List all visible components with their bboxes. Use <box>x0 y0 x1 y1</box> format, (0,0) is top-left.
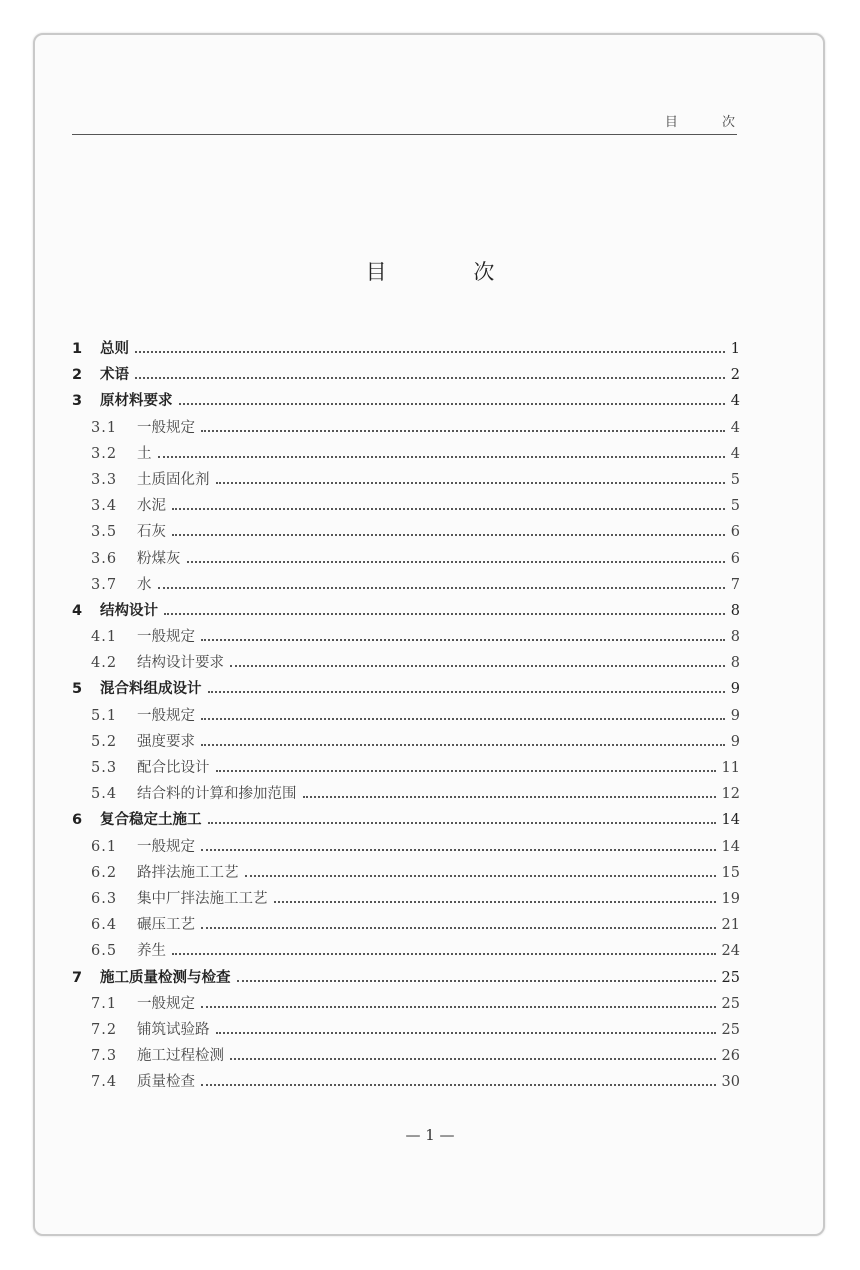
toc-section-row[interactable] <box>72 755 740 781</box>
toc-entry-label: 水泥 <box>137 498 166 515</box>
toc-entry-page: 24 <box>721 943 740 960</box>
toc-section-row[interactable] <box>72 467 740 493</box>
toc-chapter-row[interactable] <box>72 336 740 362</box>
toc-section-row[interactable] <box>72 834 740 860</box>
toc-entry-number: 7.3 <box>91 1048 118 1065</box>
toc-entry-label: 集中厂拌法施工工艺 <box>137 890 268 907</box>
toc-entry-label: 配合比设计 <box>137 760 210 776</box>
dot-leader <box>216 1031 716 1034</box>
toc-entry-number: 5 <box>72 681 83 698</box>
toc-entry-page: 25 <box>721 1021 740 1038</box>
toc-entry-label: 土质固化剂 <box>137 471 210 488</box>
toc-entry-number: 4.2 <box>91 655 118 672</box>
toc-entry-number: 5.1 <box>91 707 118 724</box>
toc-section-row[interactable] <box>72 912 740 938</box>
dot-leader <box>303 795 716 798</box>
dot-leader <box>237 979 716 982</box>
toc-section-row[interactable] <box>72 441 740 467</box>
toc-section-row[interactable] <box>72 519 740 545</box>
dot-leader <box>172 952 716 955</box>
toc-entry-page: 2 <box>730 367 740 384</box>
toc-entry-page: 5 <box>730 498 740 515</box>
toc-entry-page: 7 <box>730 576 740 593</box>
dot-leader <box>172 533 725 536</box>
dot-leader <box>158 586 725 589</box>
toc-section-row[interactable] <box>72 991 740 1017</box>
dot-leader <box>201 717 725 720</box>
dot-leader <box>158 455 725 458</box>
dot-leader <box>179 402 725 405</box>
toc-entry-label: 施工过程检测 <box>137 1048 224 1065</box>
toc-section-row[interactable] <box>72 781 740 807</box>
toc-entry-label: 水 <box>137 576 152 593</box>
toc-entry-number: 1 <box>72 341 83 357</box>
toc-section-row[interactable] <box>72 493 740 519</box>
toc-entry-page: 15 <box>721 864 740 881</box>
toc-entry-page: 4 <box>730 419 740 436</box>
dot-leader <box>201 1005 716 1008</box>
toc-entry-number: 6.1 <box>91 838 118 855</box>
toc-entry-label: 结构设计要求 <box>137 655 224 672</box>
dot-leader <box>201 848 716 851</box>
toc-entry-label: 土 <box>137 445 152 462</box>
toc-entry-page: 12 <box>721 786 740 803</box>
toc-entry-page: 9 <box>730 681 740 698</box>
dot-leader <box>201 1083 716 1086</box>
toc-entry-label: 一般规定 <box>137 838 195 855</box>
dot-leader <box>245 874 716 877</box>
toc-entry-label: 一般规定 <box>137 419 195 436</box>
toc-section-row[interactable] <box>72 624 740 650</box>
toc-entry-number: 3.6 <box>91 550 118 567</box>
toc-entry-number: 6.5 <box>91 943 118 960</box>
toc-entry-number: 6.2 <box>91 864 118 881</box>
dot-leader <box>201 743 725 746</box>
toc-entry-label: 强度要求 <box>137 733 195 750</box>
toc-entry-number: 5.4 <box>91 786 118 803</box>
toc-entry-label: 石灰 <box>137 524 166 541</box>
page-number: — 1 — <box>405 1126 455 1144</box>
toc-entry-number: 2 <box>72 367 83 384</box>
toc-entry-page: 4 <box>730 445 740 462</box>
toc-entry-page: 9 <box>730 733 740 750</box>
toc-entry-page: 25 <box>721 995 740 1012</box>
toc-entry-number: 7.2 <box>91 1021 118 1038</box>
toc-entry-label: 总则 <box>100 341 129 357</box>
toc-section-row[interactable] <box>72 1069 740 1095</box>
toc-chapter-row[interactable] <box>72 598 740 624</box>
toc-entry-label: 铺筑试验路 <box>137 1021 210 1038</box>
toc-entry-label: 养生 <box>137 943 166 960</box>
toc-section-row[interactable] <box>72 546 740 572</box>
toc-entry-page: 4 <box>730 393 740 410</box>
dot-leader <box>164 612 725 615</box>
dot-leader <box>135 376 725 379</box>
dot-leader <box>216 481 725 484</box>
toc-section-row[interactable] <box>72 650 740 676</box>
toc-entry-page: 14 <box>721 838 740 855</box>
toc-entry-label: 原材料要求 <box>100 393 173 410</box>
toc-entry-label: 术语 <box>100 367 129 384</box>
toc-entry-number: 3 <box>72 393 83 410</box>
toc-section-row[interactable] <box>72 860 740 886</box>
toc-entry-number: 3.5 <box>91 524 118 541</box>
toc-entry-page: 14 <box>721 812 740 829</box>
dot-leader <box>216 769 716 772</box>
toc-entry-page: 6 <box>730 524 740 541</box>
toc-entry-number: 6 <box>72 812 83 829</box>
running-header <box>72 110 755 135</box>
toc-entry-label: 施工质量检测与检查 <box>100 969 231 986</box>
toc-entry-number: 3.2 <box>91 445 118 462</box>
toc-entry-page: 30 <box>721 1074 740 1091</box>
toc-section-row[interactable] <box>72 938 740 964</box>
page-title: 目 次 <box>365 260 535 284</box>
toc-entry-number: 7 <box>72 969 83 986</box>
toc-entry-label: 结构设计 <box>100 602 158 619</box>
dot-leader <box>230 664 725 667</box>
toc-entry-page: 5 <box>730 471 740 488</box>
toc-entry-number: 4.1 <box>91 629 118 646</box>
toc-entry-number: 3.3 <box>91 471 118 488</box>
toc-entry-label: 混合料组成设计 <box>100 681 202 698</box>
toc-chapter-row[interactable] <box>72 362 740 388</box>
dot-leader <box>208 821 716 824</box>
toc-entry-label: 粉煤灰 <box>137 550 181 567</box>
dot-leader <box>201 638 725 641</box>
toc-section-row[interactable] <box>72 729 740 755</box>
toc-entry-label: 路拌法施工工艺 <box>137 864 239 881</box>
toc-entry-page: 8 <box>730 602 740 619</box>
toc-entry-number: 3.7 <box>91 576 118 593</box>
toc-section-row[interactable] <box>72 886 740 912</box>
toc-entry-label: 一般规定 <box>137 629 195 646</box>
toc-section-row[interactable] <box>72 1043 740 1069</box>
dot-leader <box>208 690 725 693</box>
toc-entry-page: 11 <box>721 760 740 776</box>
toc-entry-page: 26 <box>721 1048 740 1065</box>
toc-entry-label: 复合稳定土施工 <box>100 812 202 829</box>
toc-entry-page: 1 <box>730 341 740 357</box>
running-header-text: 目 次 <box>664 115 755 130</box>
toc-section-row[interactable] <box>72 703 740 729</box>
toc-entry-label: 结合料的计算和掺加范围 <box>137 786 297 803</box>
dot-leader <box>201 926 716 929</box>
toc-entry-label: 质量检查 <box>137 1074 195 1091</box>
toc-entry-number: 5.2 <box>91 733 118 750</box>
toc-chapter-row[interactable] <box>72 965 740 991</box>
toc-entry-number: 7.1 <box>91 995 118 1012</box>
toc-entry-number: 3.4 <box>91 498 118 515</box>
dot-leader <box>230 1057 716 1060</box>
table-of-contents <box>72 336 740 1095</box>
toc-entry-page: 21 <box>721 917 740 934</box>
toc-entry-number: 5.3 <box>91 760 118 776</box>
dot-leader <box>274 900 716 903</box>
toc-chapter-row[interactable] <box>72 807 740 833</box>
dot-leader <box>135 350 725 353</box>
toc-chapter-row[interactable] <box>72 388 740 414</box>
toc-chapter-row[interactable] <box>72 676 740 702</box>
toc-entry-number: 3.1 <box>91 419 118 436</box>
toc-entry-page: 8 <box>730 655 740 672</box>
toc-section-row[interactable] <box>72 1017 740 1043</box>
toc-section-row[interactable] <box>72 572 740 598</box>
toc-entry-page: 8 <box>730 629 740 646</box>
toc-entry-number: 6.3 <box>91 890 118 907</box>
toc-entry-number: 7.4 <box>91 1074 118 1091</box>
toc-entry-number: 4 <box>72 602 83 619</box>
toc-entry-page: 6 <box>730 550 740 567</box>
toc-entry-label: 碾压工艺 <box>137 917 195 934</box>
toc-entry-page: 25 <box>721 969 740 986</box>
dot-leader <box>187 560 725 563</box>
toc-entry-label: 一般规定 <box>137 707 195 724</box>
toc-entry-page: 19 <box>721 890 740 907</box>
dot-leader <box>201 429 725 432</box>
toc-entry-label: 一般规定 <box>137 995 195 1012</box>
toc-section-row[interactable] <box>72 415 740 441</box>
dot-leader <box>172 507 725 510</box>
toc-entry-number: 6.4 <box>91 917 118 934</box>
toc-entry-page: 9 <box>730 707 740 724</box>
